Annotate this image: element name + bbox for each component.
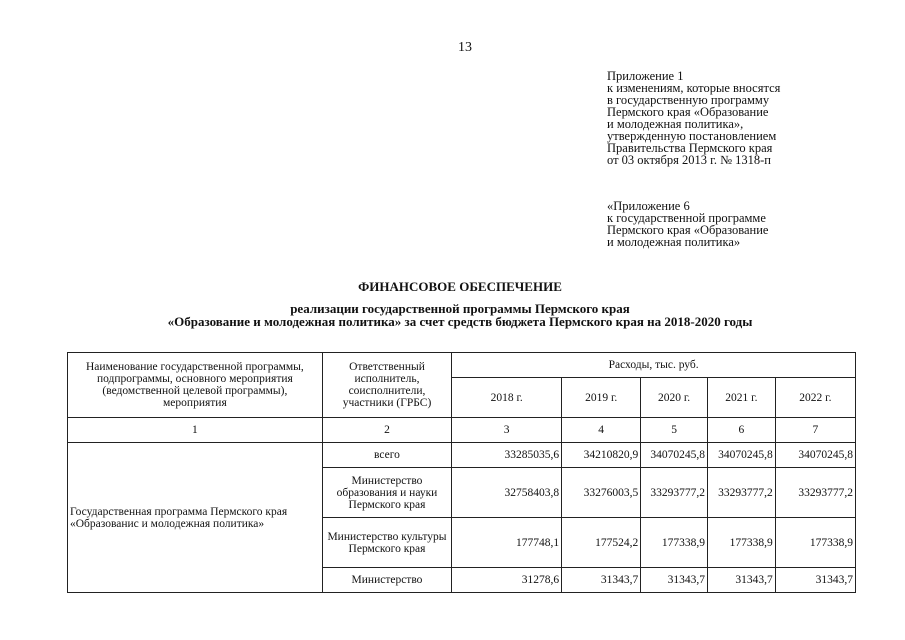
- appendix-1-line: в государственную программу: [607, 93, 770, 107]
- header-year: 2019 г.: [562, 378, 641, 418]
- column-number: 7: [775, 418, 855, 443]
- appendix-6-line: «Приложение 6: [607, 199, 690, 213]
- column-number: 2: [322, 418, 451, 443]
- value-cell: 31278,6: [452, 568, 562, 593]
- header-program-name: Наименование государственной программы, подпрограммы, основного мероприятия (ведомственной целевой программы), мероприятия: [68, 353, 323, 418]
- value-cell: 177524,2: [562, 518, 641, 568]
- value-cell: 31343,7: [707, 568, 775, 593]
- column-number: 3: [452, 418, 562, 443]
- executor-cell: Министерство образования и науки Пермского края: [322, 468, 451, 518]
- column-number: 4: [562, 418, 641, 443]
- appendix-1-line: и молодежная политика»,: [607, 117, 744, 131]
- appendix-1-line: Приложение 1: [607, 69, 684, 83]
- appendix-1-line: от 03 октября 2013 г. № 1318-п: [607, 153, 771, 167]
- header-year: 2018 г.: [452, 378, 562, 418]
- appendix-6-line: Пермского края «Образование: [607, 223, 769, 237]
- value-cell: 33293777,2: [707, 468, 775, 518]
- table-header-row: [68, 353, 856, 378]
- value-cell: 34070245,8: [641, 443, 708, 468]
- header-expenses: Расходы, тыс. руб.: [452, 353, 856, 378]
- document-subtitle: «Образование и молодежная политика» за счет средств бюджета Пермского края на 2018-2020 годы: [167, 314, 753, 329]
- program-name-cell: Государственная программа Пермского края «Образованис и молодежная политика»: [68, 443, 323, 593]
- header-year: 2020 г.: [641, 378, 708, 418]
- value-cell: 33276003,5: [562, 468, 641, 518]
- appendix-6-line: к государственной программе: [607, 211, 766, 225]
- appendix-1-note: [607, 70, 780, 166]
- header-year: 2021 г.: [707, 378, 775, 418]
- value-cell: 31343,7: [641, 568, 708, 593]
- executor-cell: Министерство культуры Пермского края: [322, 518, 451, 568]
- value-cell: 177338,9: [775, 518, 855, 568]
- appendix-1-line: утвержденную постановлением: [607, 129, 777, 143]
- value-cell: 32758403,8: [452, 468, 562, 518]
- column-number: 5: [641, 418, 708, 443]
- financing-table: [67, 352, 856, 593]
- value-cell: 33285035,6: [452, 443, 562, 468]
- executor-cell: всего: [322, 443, 451, 468]
- document-subtitle: реализации государственной программы Пермского края: [290, 301, 630, 316]
- appendix-1-line: к изменениям, которые вносятся: [607, 81, 781, 95]
- page-number: 13: [458, 40, 472, 55]
- column-number: 1: [68, 418, 323, 443]
- value-cell: 33293777,2: [775, 468, 855, 518]
- value-cell: 34070245,8: [707, 443, 775, 468]
- value-cell: 34070245,8: [775, 443, 855, 468]
- appendix-1-line: Пермского края «Образование: [607, 105, 769, 119]
- value-cell: 177748,1: [452, 518, 562, 568]
- header-year: 2022 г.: [775, 378, 855, 418]
- document-title: ФИНАНСОВОЕ ОБЕСПЕЧЕНИЕ: [358, 279, 562, 294]
- value-cell: 31343,7: [562, 568, 641, 593]
- value-cell: 34210820,9: [562, 443, 641, 468]
- value-cell: 177338,9: [707, 518, 775, 568]
- appendix-6-note: [607, 200, 768, 248]
- appendix-6-line: и молодежная политика»: [607, 235, 741, 249]
- column-number-row: [68, 418, 856, 443]
- value-cell: 33293777,2: [641, 468, 708, 518]
- table-row: [68, 443, 856, 468]
- appendix-1-line: Правительства Пермского края: [607, 141, 773, 155]
- header-executor: Ответственный исполнитель, соисполнители, участники (ГРБС): [322, 353, 451, 418]
- value-cell: 31343,7: [775, 568, 855, 593]
- value-cell: 177338,9: [641, 518, 708, 568]
- executor-cell: Министерство: [322, 568, 451, 593]
- column-number: 6: [707, 418, 775, 443]
